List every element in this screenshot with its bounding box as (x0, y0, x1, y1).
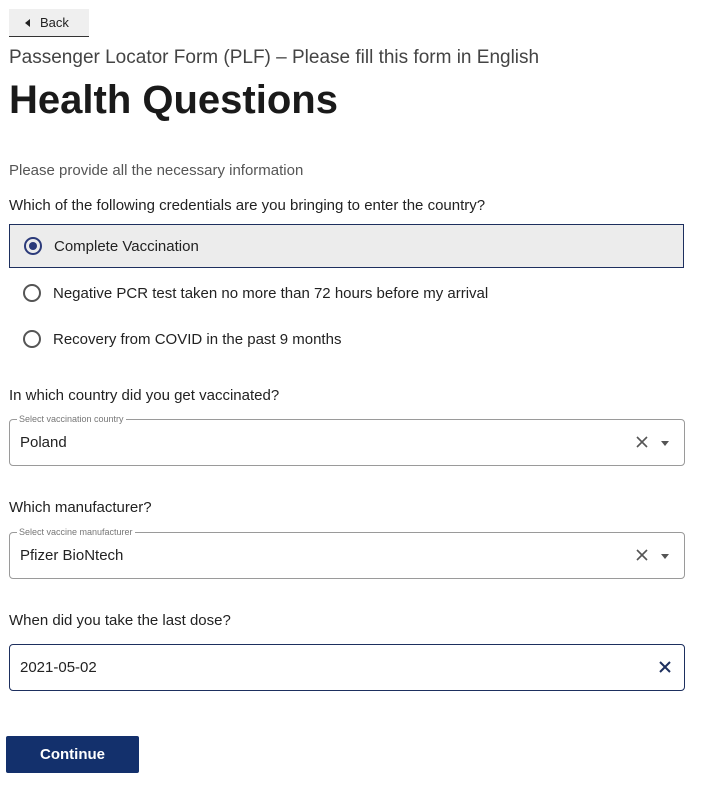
radio-selected-icon (24, 237, 42, 255)
country-select-legend: Select vaccination country (19, 414, 124, 424)
back-button[interactable] (9, 9, 89, 37)
manufacturer-select[interactable] (9, 527, 685, 579)
country-dropdown-caret-icon[interactable] (661, 441, 669, 446)
last-dose-date-input[interactable] (9, 644, 685, 691)
page-title: Health Questions (9, 78, 338, 122)
back-arrow-icon (25, 19, 30, 27)
radio-complete-vaccination[interactable] (9, 224, 684, 268)
clear-country-icon[interactable] (634, 434, 650, 450)
vaccination-country-select[interactable] (9, 414, 685, 466)
credentials-question: Which of the following credentials are you bringing to enter the country? (9, 197, 486, 214)
radio-recovery[interactable] (9, 317, 684, 361)
radio-label: Complete Vaccination (54, 237, 199, 255)
manufacturer-select-value: Pfizer BioNtech (20, 547, 124, 564)
form-subtitle: Passenger Locator Form (PLF) – Please fill this form in English (9, 47, 540, 68)
last-dose-question: When did you take the last dose? (9, 612, 231, 629)
radio-unselected-icon (23, 330, 41, 348)
back-button-label: Back (40, 15, 69, 30)
intro-text: Please provide all the necessary information (9, 162, 304, 179)
last-dose-value: 2021-05-02 (20, 659, 97, 676)
radio-negative-pcr[interactable] (9, 271, 684, 315)
country-question: In which country did you get vaccinated? (9, 387, 280, 404)
radio-unselected-icon (23, 284, 41, 302)
manufacturer-dropdown-caret-icon[interactable] (661, 554, 669, 559)
continue-button[interactable]: Continue (6, 736, 139, 773)
radio-label: Recovery from COVID in the past 9 months (53, 330, 342, 348)
clear-manufacturer-icon[interactable] (634, 547, 650, 563)
clear-date-icon[interactable] (657, 659, 673, 675)
manufacturer-question: Which manufacturer? (9, 499, 152, 516)
manufacturer-select-legend: Select vaccine manufacturer (19, 527, 133, 537)
radio-label: Negative PCR test taken no more than 72 hours before my arrival (53, 284, 489, 302)
country-select-value: Poland (20, 434, 67, 451)
